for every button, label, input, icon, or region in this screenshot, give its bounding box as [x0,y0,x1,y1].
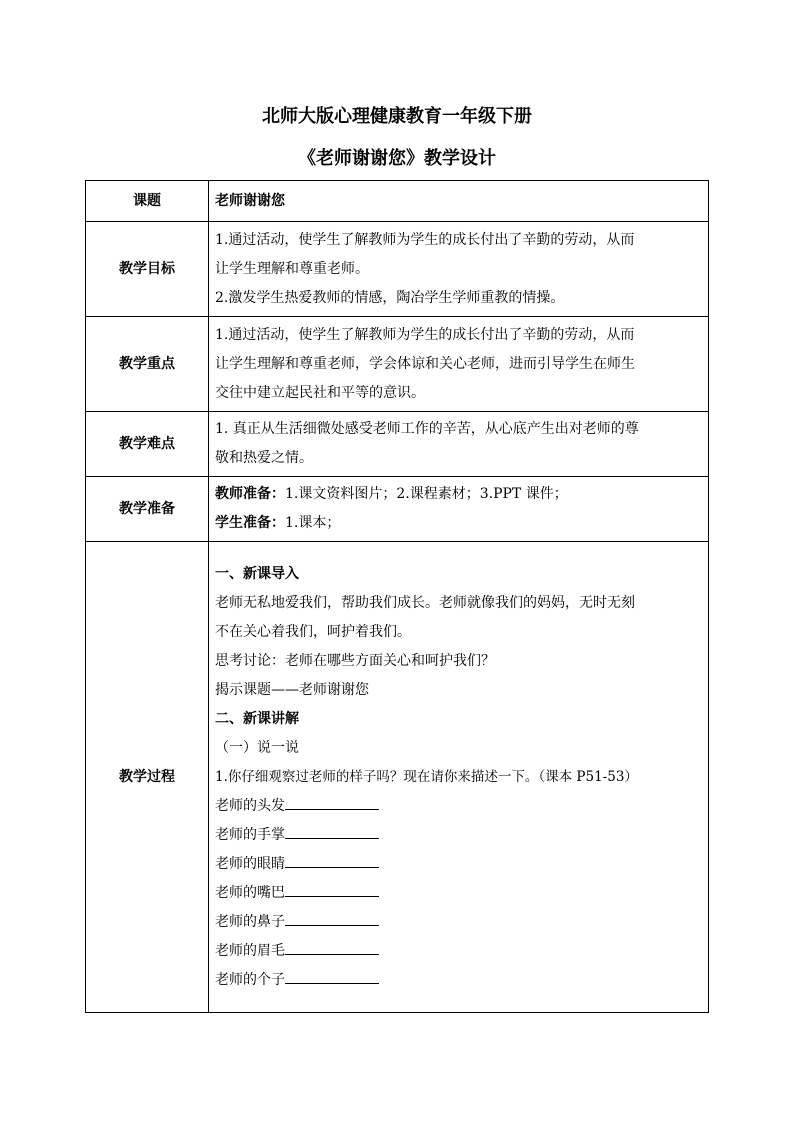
table-row-topic [86,181,709,222]
teacher-preparation-label: 教师准备： [215,486,285,502]
blank-line [285,940,379,955]
fill-blank-label: 老师的手掌 [215,826,285,843]
question-line: 1.你仔细观察过老师的样子吗？现在请你来描述一下。（课本 P51-53） [215,768,638,785]
section-heading: 一、新课导入 [215,565,299,582]
fill-blank-item [215,850,702,879]
fill-blank-label: 老师的个子 [215,971,285,988]
process-line: 思考讨论：老师在哪些方面关心和呵护我们？ [215,652,495,669]
fill-blank-label: 老师的眉毛 [215,942,285,959]
teacher-preparation-value: 1.课文资料图片；2.课程素材；3.PPT 课件； [285,486,568,502]
fill-blank-label: 老师的眼睛 [215,855,285,872]
topic-value: 老师谢谢您 [209,181,709,222]
goals-line: 让学生理解和尊重老师。 [215,260,369,277]
process-line: 不在关心着我们，呵护着我们。 [215,623,411,640]
key-points-content [209,317,709,412]
document-subtitle: 《老师谢谢您》教学设计 [298,148,496,169]
fill-blank-item [215,879,702,908]
blank-line [285,824,379,839]
key-points-line: 让学生理解和尊重老师，学会体谅和关心老师，进而引导学生在师生 [215,355,635,372]
blank-line [285,882,379,897]
fill-blank-item [215,966,702,995]
document-title: 北师大版心理健康教育一年级下册 [262,106,532,127]
fill-blank-item [215,792,702,821]
table-row-difficulties [86,412,709,477]
fill-blank-item [215,908,702,937]
blank-line [285,969,379,984]
student-preparation-label: 学生准备： [215,515,285,531]
table-row-key-points [86,317,709,412]
student-preparation [215,509,702,538]
fill-blank-item [215,821,702,850]
table-row-preparation [86,477,709,542]
preparation-content [209,477,709,542]
table-row-goals [86,222,709,317]
goals-line: 2.激发学生热爱教师的情感，陶冶学生学师重教的情操。 [215,289,565,306]
key-points-line: 1.通过活动，使学生了解教师为学生的成长付出了辛勤的劳动，从而 [215,326,635,343]
difficulties-line: 敬和热爱之情。 [215,450,313,466]
preparation-label: 教学准备 [86,477,209,542]
subsection-heading: （一）说一说 [215,739,299,756]
process-line: 揭示课题——老师谢谢您 [215,681,369,698]
difficulties-line: 1. 真正从生活细微处感受老师工作的辛苦，从心底产生出对老师的尊 [215,421,639,437]
goals-label: 教学目标 [86,222,209,317]
key-points-line: 交往中建立起民社和平等的意识。 [215,384,425,401]
blank-line [285,853,379,868]
teacher-preparation [215,480,702,509]
process-content [209,542,709,1013]
goals-line: 1.通过活动，使学生了解教师为学生的成长付出了辛勤的劳动，从而 [215,231,635,248]
lesson-plan-table [85,180,709,1013]
fill-blank-label: 老师的鼻子 [215,913,285,930]
student-preparation-value: 1.课本； [285,515,341,531]
difficulties-content [209,412,709,477]
fill-blank-item [215,937,702,966]
fill-blank-label: 老师的头发 [215,797,285,814]
blank-line [285,911,379,926]
key-points-label: 教学重点 [86,317,209,412]
blank-line [285,795,379,810]
section-heading: 二、新课讲解 [215,710,299,727]
process-label: 教学过程 [86,542,209,1013]
topic-label: 课题 [86,181,209,222]
table-row-process [86,542,709,1013]
fill-blank-label: 老师的嘴巴 [215,884,285,901]
difficulties-label: 教学难点 [86,412,209,477]
goals-content [209,222,709,317]
process-line: 老师无私地爱我们，帮助我们成长。老师就像我们的妈妈，无时无刻 [215,594,635,611]
